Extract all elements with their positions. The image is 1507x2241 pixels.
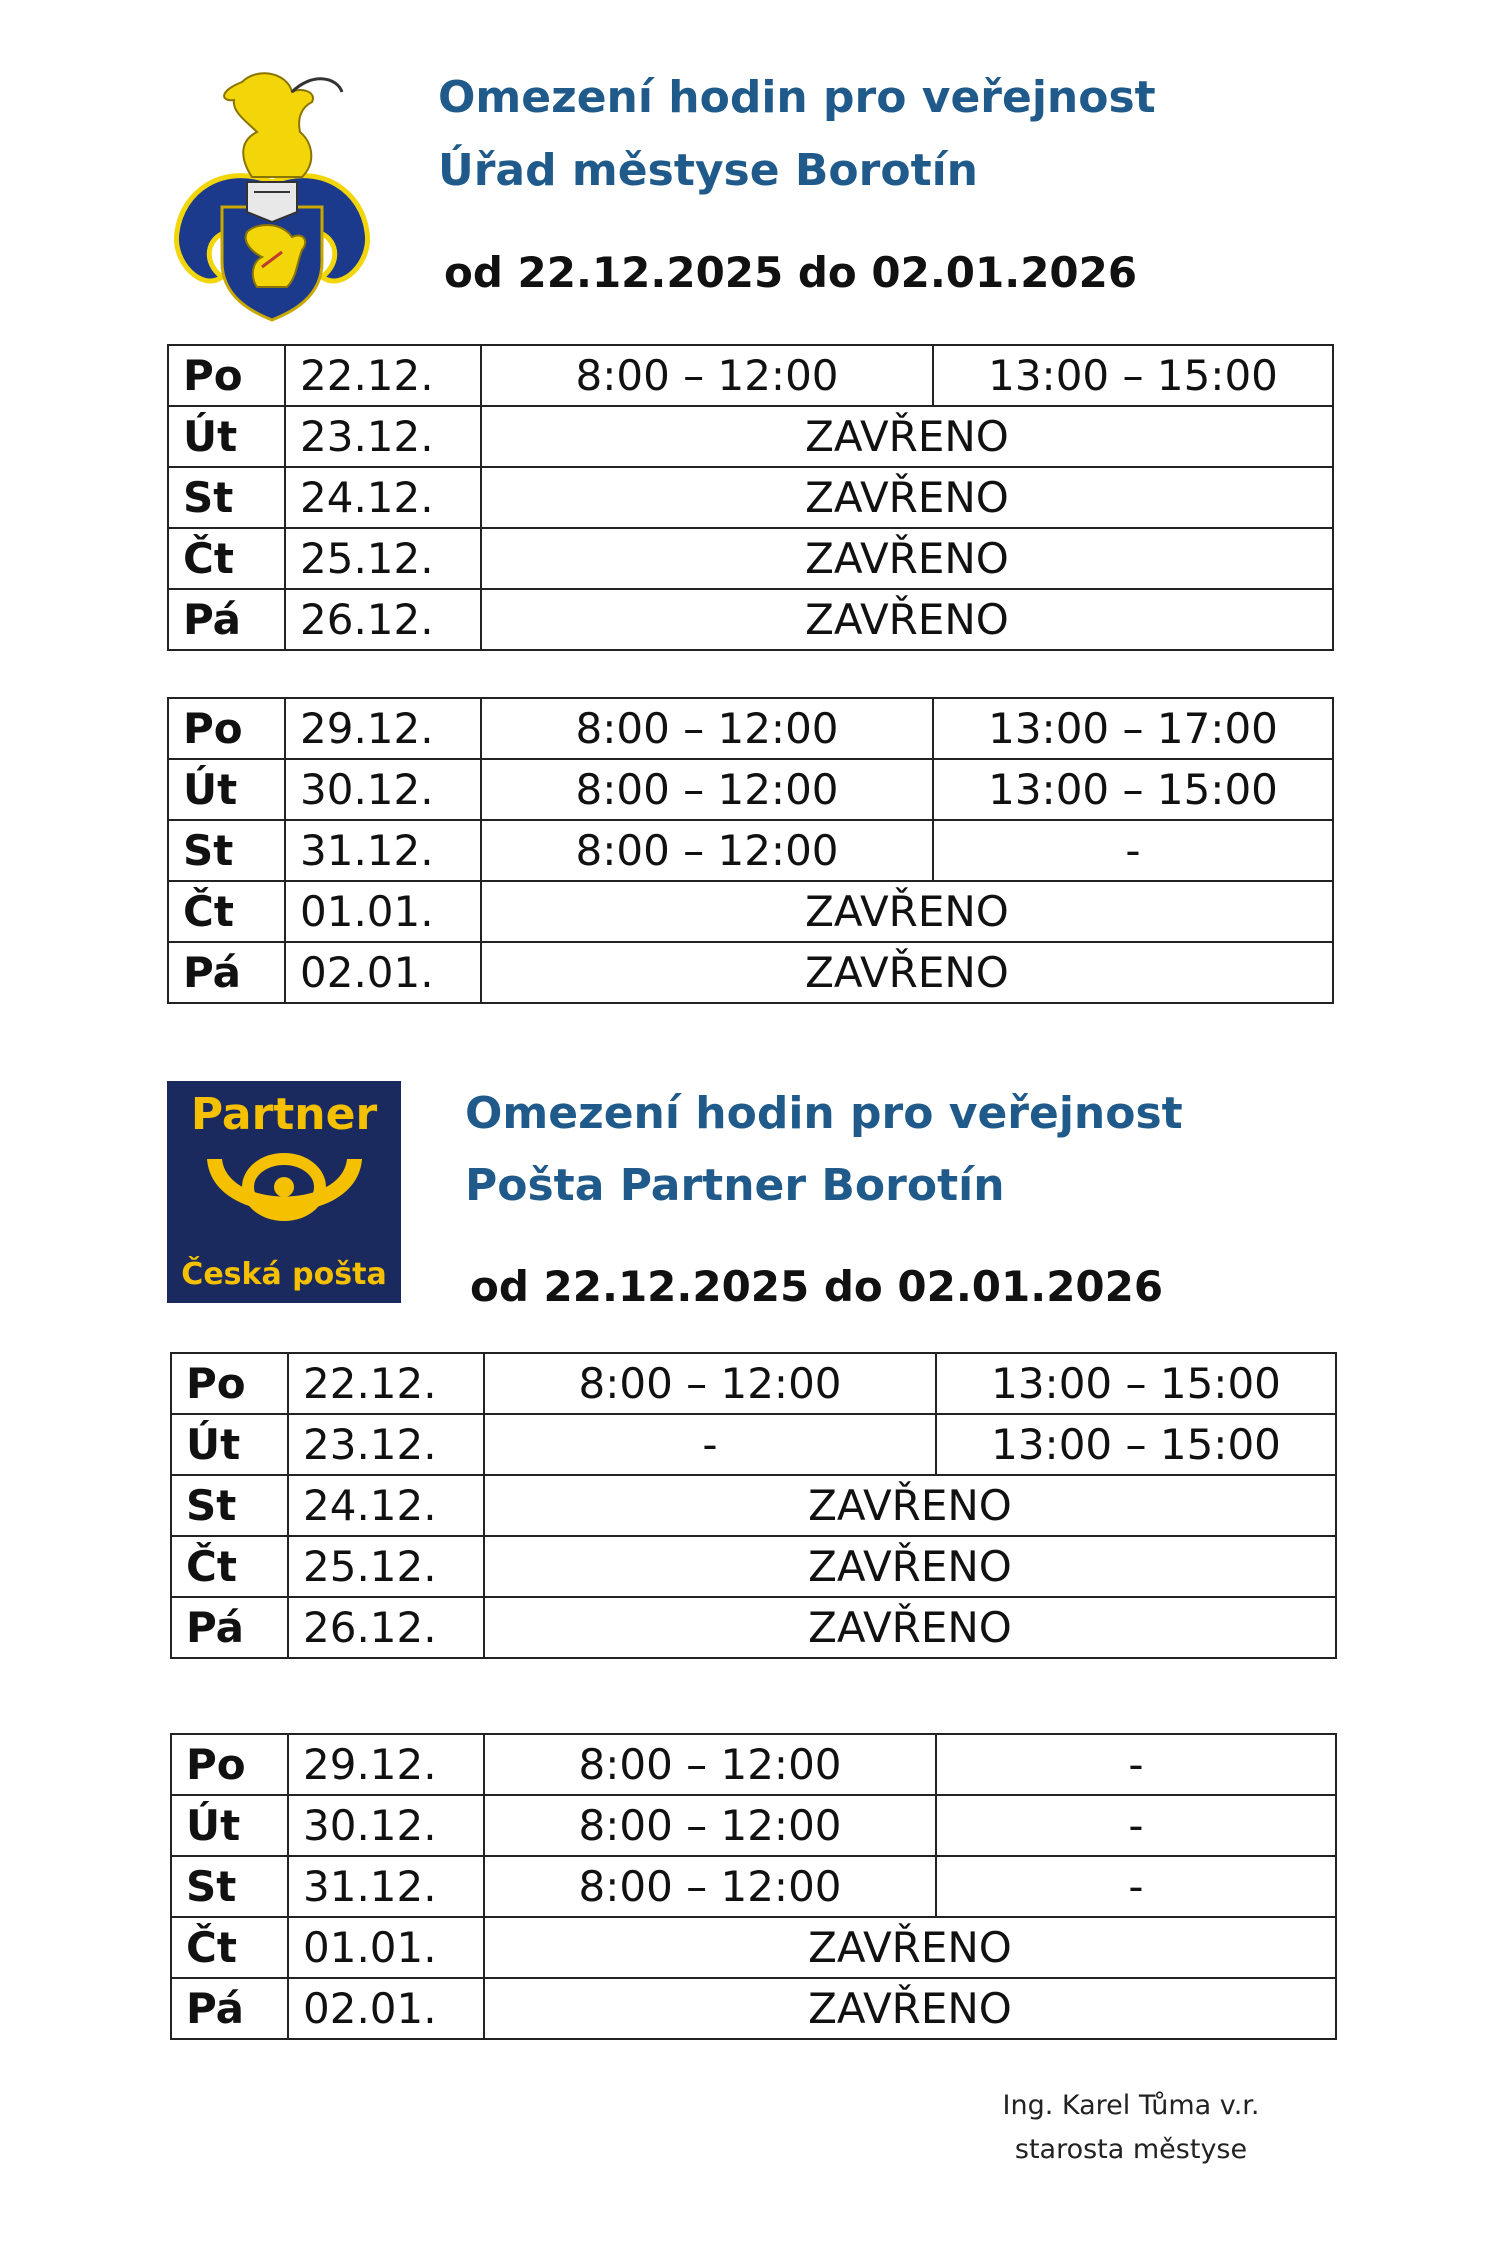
date-cell: 22.12. — [288, 1353, 484, 1414]
day-cell: Pá — [171, 1978, 288, 2039]
date-cell: 26.12. — [285, 589, 481, 650]
table-row — [168, 528, 1333, 589]
office-title-line1: Omezení hodin pro veřejnost — [438, 72, 1156, 123]
afternoon-hours-cell: 13:00 – 15:00 — [936, 1414, 1336, 1475]
morning-hours-cell: 8:00 – 12:00 — [484, 1795, 936, 1856]
office-title-line2: Úřad městyse Borotín — [438, 145, 979, 196]
day-cell: St — [168, 467, 285, 528]
table-row — [171, 1475, 1336, 1536]
morning-hours-cell: 8:00 – 12:00 — [484, 1856, 936, 1917]
municipal-coat-of-arms-icon — [162, 62, 382, 322]
office-schedule-week2 — [167, 697, 1334, 1004]
date-cell: 24.12. — [288, 1475, 484, 1536]
table-row — [168, 345, 1333, 406]
day-cell: Po — [171, 1734, 288, 1795]
table-row — [171, 1795, 1336, 1856]
table-row — [168, 759, 1333, 820]
table-row — [171, 1353, 1336, 1414]
closed-cell: ZAVŘENO — [481, 942, 1333, 1003]
closed-cell: ZAVŘENO — [481, 589, 1333, 650]
table-row — [168, 698, 1333, 759]
post-schedule-week1 — [170, 1352, 1337, 1659]
date-cell: 31.12. — [288, 1856, 484, 1917]
morning-hours-cell: - — [484, 1414, 936, 1475]
table-row — [168, 820, 1333, 881]
table-row — [171, 1978, 1336, 2039]
afternoon-hours-cell: 13:00 – 15:00 — [933, 759, 1333, 820]
date-cell: 22.12. — [285, 345, 481, 406]
table-row — [168, 406, 1333, 467]
table-row — [171, 1597, 1336, 1658]
morning-hours-cell: 8:00 – 12:00 — [481, 698, 933, 759]
post-title-line2: Pošta Partner Borotín — [465, 1160, 1005, 1211]
day-cell: Út — [171, 1795, 288, 1856]
closed-cell: ZAVŘENO — [484, 1597, 1336, 1658]
date-cell: 24.12. — [285, 467, 481, 528]
date-cell: 26.12. — [288, 1597, 484, 1658]
morning-hours-cell: 8:00 – 12:00 — [484, 1353, 936, 1414]
afternoon-hours-cell: 13:00 – 15:00 — [933, 345, 1333, 406]
closed-cell: ZAVŘENO — [481, 467, 1333, 528]
office-date-range: od 22.12.2025 do 02.01.2026 — [444, 248, 1138, 297]
day-cell: Čt — [171, 1917, 288, 1978]
table-row — [168, 467, 1333, 528]
day-cell: Po — [168, 698, 285, 759]
day-cell: Čt — [168, 881, 285, 942]
day-cell: Po — [168, 345, 285, 406]
afternoon-hours-cell: 13:00 – 17:00 — [933, 698, 1333, 759]
post-schedule-week2 — [170, 1733, 1337, 2040]
closed-cell: ZAVŘENO — [484, 1475, 1336, 1536]
day-cell: Pá — [171, 1597, 288, 1658]
closed-cell: ZAVŘENO — [481, 528, 1333, 589]
post-horn-icon — [167, 1139, 401, 1259]
day-cell: Út — [171, 1414, 288, 1475]
table-row — [168, 881, 1333, 942]
date-cell: 25.12. — [288, 1536, 484, 1597]
day-cell: St — [171, 1856, 288, 1917]
closed-cell: ZAVŘENO — [481, 881, 1333, 942]
post-date-range: od 22.12.2025 do 02.01.2026 — [470, 1262, 1164, 1311]
date-cell: 01.01. — [288, 1917, 484, 1978]
table-row — [171, 1414, 1336, 1475]
partner-logo-top-text: Partner — [190, 1089, 378, 1140]
afternoon-hours-cell: - — [936, 1734, 1336, 1795]
date-cell: 31.12. — [285, 820, 481, 881]
morning-hours-cell: 8:00 – 12:00 — [481, 345, 933, 406]
date-cell: 23.12. — [285, 406, 481, 467]
post-title-line1: Omezení hodin pro veřejnost — [465, 1088, 1183, 1139]
ceska-posta-partner-logo — [167, 1081, 401, 1303]
partner-logo-bottom-text: Česká pošta — [181, 1257, 387, 1292]
day-cell: St — [168, 820, 285, 881]
table-row — [171, 1536, 1336, 1597]
date-cell: 29.12. — [288, 1734, 484, 1795]
day-cell: Čt — [168, 528, 285, 589]
day-cell: Čt — [171, 1536, 288, 1597]
day-cell: Pá — [168, 942, 285, 1003]
day-cell: Út — [168, 759, 285, 820]
date-cell: 02.01. — [288, 1978, 484, 2039]
afternoon-hours-cell: - — [936, 1856, 1336, 1917]
day-cell: Pá — [168, 589, 285, 650]
afternoon-hours-cell: - — [936, 1795, 1336, 1856]
table-row — [168, 942, 1333, 1003]
morning-hours-cell: 8:00 – 12:00 — [484, 1734, 936, 1795]
afternoon-hours-cell: - — [933, 820, 1333, 881]
closed-cell: ZAVŘENO — [484, 1917, 1336, 1978]
morning-hours-cell: 8:00 – 12:00 — [481, 820, 933, 881]
date-cell: 29.12. — [285, 698, 481, 759]
date-cell: 30.12. — [288, 1795, 484, 1856]
closed-cell: ZAVŘENO — [481, 406, 1333, 467]
table-row — [171, 1856, 1336, 1917]
date-cell: 30.12. — [285, 759, 481, 820]
date-cell: 25.12. — [285, 528, 481, 589]
signature-name: Ing. Karel Tůma v.r. — [1002, 2090, 1260, 2121]
signature-role: starosta městyse — [1014, 2134, 1248, 2165]
afternoon-hours-cell: 13:00 – 15:00 — [936, 1353, 1336, 1414]
table-row — [171, 1734, 1336, 1795]
table-row — [171, 1917, 1336, 1978]
date-cell: 01.01. — [285, 881, 481, 942]
day-cell: Út — [168, 406, 285, 467]
date-cell: 02.01. — [285, 942, 481, 1003]
day-cell: St — [171, 1475, 288, 1536]
table-row — [168, 589, 1333, 650]
day-cell: Po — [171, 1353, 288, 1414]
date-cell: 23.12. — [288, 1414, 484, 1475]
closed-cell: ZAVŘENO — [484, 1536, 1336, 1597]
closed-cell: ZAVŘENO — [484, 1978, 1336, 2039]
office-schedule-week1 — [167, 344, 1334, 651]
morning-hours-cell: 8:00 – 12:00 — [481, 759, 933, 820]
